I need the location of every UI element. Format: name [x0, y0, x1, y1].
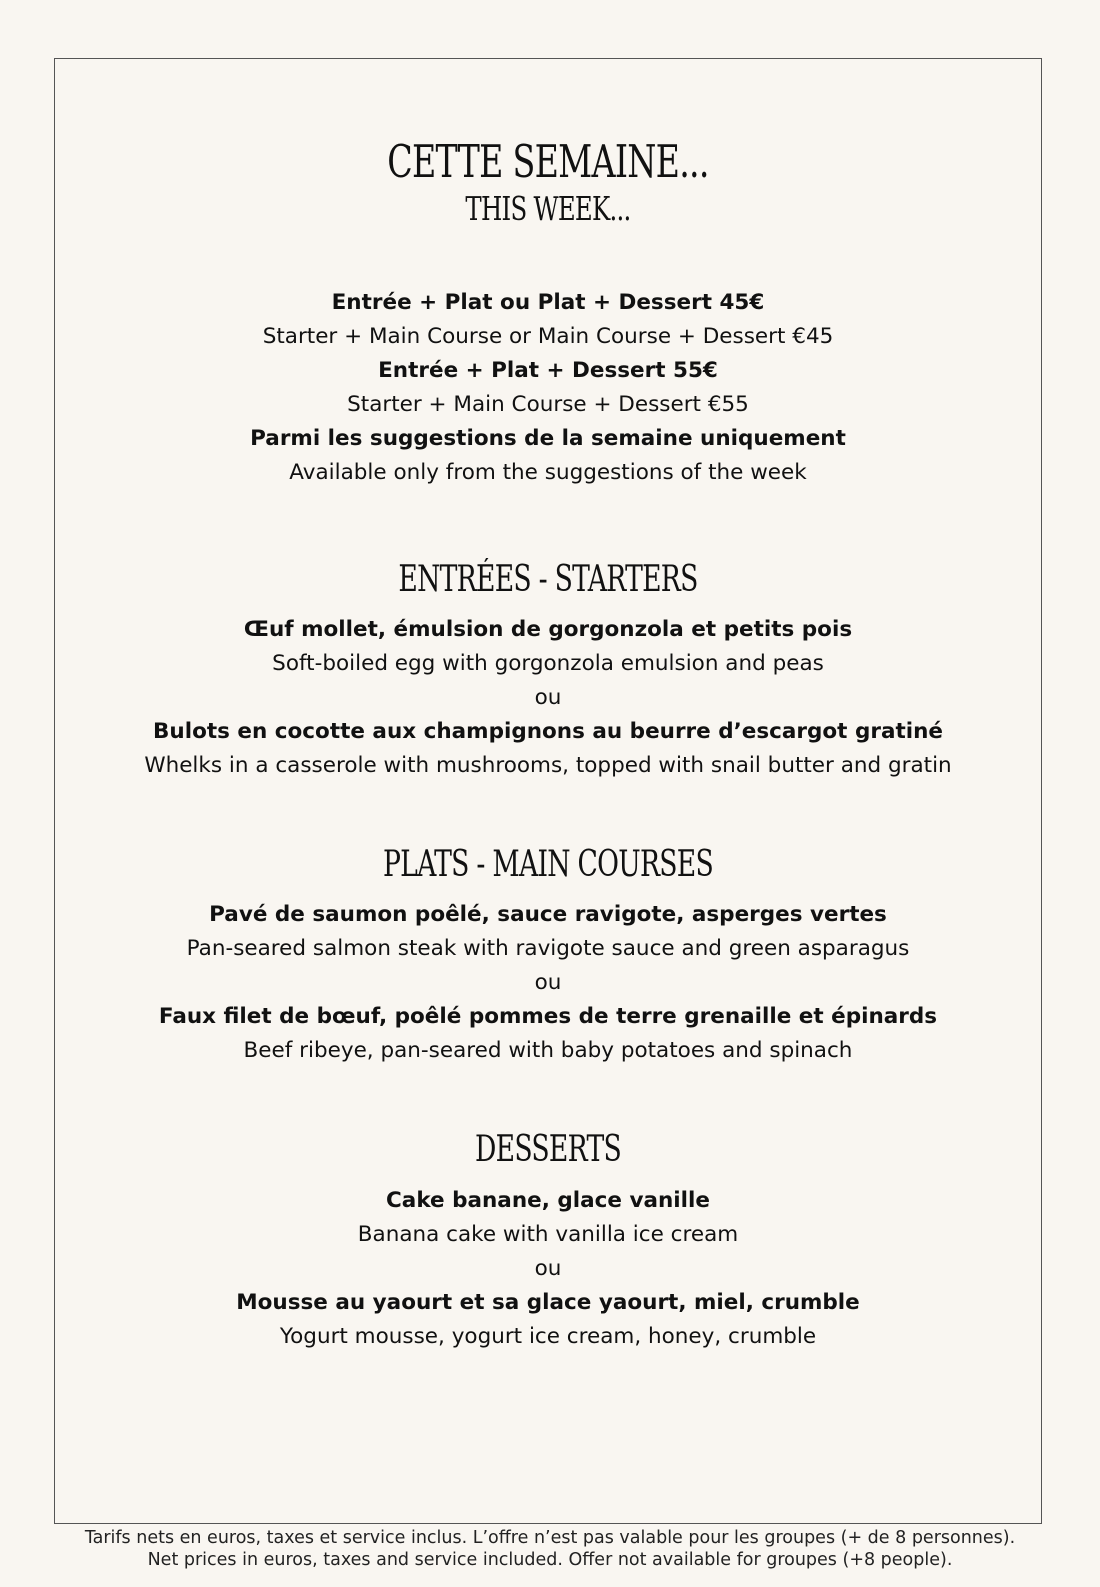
or-separator: ou — [534, 685, 562, 710]
starters-section — [55, 613, 1041, 783]
dish-name-en: Yogurt mousse, yogurt ice cream, honey, crumble — [279, 1324, 817, 1349]
or-separator: ou — [534, 1256, 562, 1281]
formula-line: Parmi les suggestions de la semaine uniquement — [250, 426, 846, 451]
menu-frame — [54, 58, 1042, 1524]
mains-title: PLATS - MAIN COURSES — [382, 844, 714, 885]
footer-line-en: Net prices in euros, taxes and service included. Offer not available for groupes (+8 people). — [147, 1550, 953, 1570]
footer-line-fr: Tarifs nets en euros, taxes et service inclus. L’offre n’est pas valable pour les groupes (+ de 8 personnes). — [84, 1528, 1016, 1548]
dish-name-en: Whelks in a casserole with mushrooms, topped with snail butter and gratin — [144, 753, 952, 778]
formula-line: Entrée + Plat + Dessert 55€ — [378, 358, 718, 383]
dish-name-fr: Bulots en cocotte aux champignons au beurre d’escargot gratiné — [153, 719, 943, 744]
dish-name-fr: Mousse au yaourt et sa glace yaourt, miel, crumble — [236, 1290, 860, 1315]
mains-section — [55, 898, 1041, 1068]
formula-line: Available only from the suggestions of the week — [289, 460, 807, 485]
dish-name-en: Soft-boiled egg with gorgonzola emulsion and peas — [272, 651, 824, 676]
dish-name-fr: Pavé de saumon poêlé, sauce ravigote, asperges vertes — [209, 902, 887, 927]
page-subtitle: THIS WEEK... — [465, 189, 631, 228]
dish-name-en: Pan-seared salmon steak with ravigote sauce and green asparagus — [186, 936, 910, 961]
formula-section — [55, 286, 1041, 490]
desserts-title: DESSERTS — [475, 1129, 621, 1170]
formula-line: Entrée + Plat ou Plat + Dessert 45€ — [331, 290, 765, 315]
dish-name-fr: Œuf mollet, émulsion de gorgonzola et petits pois — [243, 617, 853, 642]
footer-note — [0, 1527, 1100, 1571]
dish-name-en: Beef ribeye, pan-seared with baby potatoes and spinach — [243, 1038, 853, 1063]
page-title: CETTE SEMAINE... — [387, 135, 709, 188]
formula-line: Starter + Main Course or Main Course + Dessert €45 — [262, 324, 834, 349]
dish-name-en: Banana cake with vanilla ice cream — [357, 1222, 739, 1247]
starters-title: ENTRÉES - STARTERS — [398, 559, 698, 600]
dish-name-fr: Cake banane, glace vanille — [386, 1188, 710, 1213]
desserts-section — [55, 1184, 1041, 1354]
or-separator: ou — [534, 970, 562, 995]
dish-name-fr: Faux filet de bœuf, poêlé pommes de terre grenaille et épinards — [158, 1004, 938, 1029]
formula-line: Starter + Main Course + Dessert €55 — [347, 392, 749, 417]
